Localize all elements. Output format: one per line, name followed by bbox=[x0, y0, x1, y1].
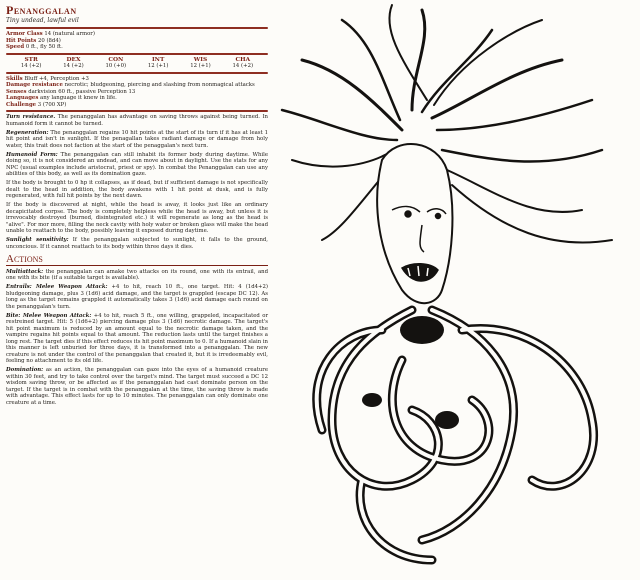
action-bite: Bite: Melee Weapon Attack: +4 to hit, reach 5 ft., one willing, grappeled, incapacitated or restreined target. Hit: 5 (1d6+2) piercing damage plus 3 (1d6) necrotic damage. The target's hit point maximum is reduced by an amount equal to the necrotic damage taken, and the vampire regains hit points equal to that amount. The reduction lasts until the target finishes a long rest. The target dies if this effect reduces its hit point maximum to 0. If a humanoid slain in this manner is left unburied for three days, it is transformed into a penanggalan. The new creature is not under the control of the penanggalan that created it, but it is irredeemably evil, feeling no attachment to its old life. bbox=[6, 312, 268, 364]
languages: Languages any language it knew in life. bbox=[6, 95, 117, 101]
trait-turn-resistance: Turn resistance. The penanggalan has advantage on saving throws against being turned. In humanoid form it cannot be turned. bbox=[6, 114, 268, 127]
ability-int: INT 12 (+1) bbox=[147, 56, 169, 69]
damage-resistance: Damage resistance necrotic; bludgeoning, piercing and slashing from nonmagical attacks bbox=[6, 82, 255, 88]
trait-sunlight-sensitivity: Sunlight sensitivity: If the penanggalan subjected to sunlight, it falls to the ground, unconcious. If it cannot reattach to its body within three days it dies. bbox=[6, 237, 269, 250]
trait-regeneration: Regeneration: The penanggalan regains 10 hit points at the start of its turn if it has at least 1 hit point and isn't in sunlight. If the penagallan takes radiant damage or damage from holy water, this trait does not faction at the start of the penaggalan's next turn. bbox=[6, 129, 268, 149]
divider bbox=[6, 27, 268, 29]
ability-cha: CHA 14 (+2) bbox=[232, 56, 254, 69]
ability-wis: WIS 12 (+1) bbox=[190, 56, 211, 69]
actions-heading: Actions bbox=[6, 253, 268, 266]
divider bbox=[6, 53, 268, 55]
senses: Senses darkvision 60 ft., passive Perception 13 bbox=[6, 88, 136, 95]
challenge: Challenge 3 (700 XP) bbox=[6, 101, 67, 108]
ability-str: STR 14 (+2) bbox=[20, 56, 42, 69]
trait-humanoid-form: Humanoid Form: The penanggalan can still inhabit its former body during daytime. While doing so, it is not considered an undead, and can move about in daylight. Use the stats for any NPC (usual examples include aristocrat, priest or spy). In combat the Penanggalan can use any abilities of this body, as well as its domination gaze. bbox=[6, 151, 268, 177]
action-multiattack: Multiattack: the penanggalan can amake two attacks on its round, one with its entrail, and one with its bite (if a suitable target is available). bbox=[6, 268, 268, 281]
ability-dex: DEX 14 (+2) bbox=[63, 56, 84, 69]
skills: Skills Bluff +4, Perception +3 bbox=[6, 75, 89, 82]
divider bbox=[6, 72, 268, 74]
ability-con: CON 10 (+0) bbox=[105, 56, 127, 69]
monster-type: Tiny undead, lawful evil bbox=[6, 17, 79, 24]
action-entrails: Entrails: Melee Weapon Attack: +4 to hit, reach 10 ft., one target. Hit: 4 (1d4+2) bludgeoning damage, plus 3 (1d6) acid damage, and the target is grappled (escape DC 12). As long as the target remains grappled it automatically takes 3 (1d6) acid damage each round on the penanggalan's turn. bbox=[6, 284, 268, 310]
stat-block bbox=[6, 4, 268, 409]
penanggalan-illustration bbox=[262, 0, 640, 580]
hit-points: Hit Points 20 (8d4) bbox=[6, 37, 61, 44]
trait-humanoid-form-body: If the body is brought to 0 hp it collapses, as if dead, but if sufficient damage is not specifically dealt to the head in addition, the body awakens with 1 hit point at dusk, and is fully regenerated, with full hit points by the next dawn. bbox=[6, 180, 268, 199]
monster-name: Penanggalan bbox=[6, 3, 77, 17]
divider bbox=[6, 110, 268, 112]
trait-humanoid-form-night: If the body is discovered at night, while the head is away, it looks just like an ordinary decapicitated corpse. The body is completely helpless while the head is away, but unless it is irrevocably destroyed (burned, disintegrated etc.) it will regenerate as long as the head is "alive". For mor more, filling the neck cavity with holy water or broken glass will make the head unable to reattach to the body, possibly leaving it exposed during daytime. bbox=[6, 202, 268, 234]
action-domination: Domination: as an action, the penanggalan can gaze into the eyes of a humanoid creature within 30 feet, and try to take control over the target's mind. The target must succeed a DC 12 wisdom saving throw, or be affected as if the penanggalan had cast dominate person on the target. If the target is in combat with the penanggalan at the time, the saving throw is made with advantage. This effect lasts for up to 10 minutes. The penanggalan can only dominate one creature at a time. bbox=[6, 367, 268, 406]
armor-class: Armor Class 14 (natural armor) bbox=[6, 31, 95, 37]
ability-scores bbox=[10, 57, 264, 70]
speed: Speed 0 ft., fly 50 ft. bbox=[6, 44, 63, 50]
